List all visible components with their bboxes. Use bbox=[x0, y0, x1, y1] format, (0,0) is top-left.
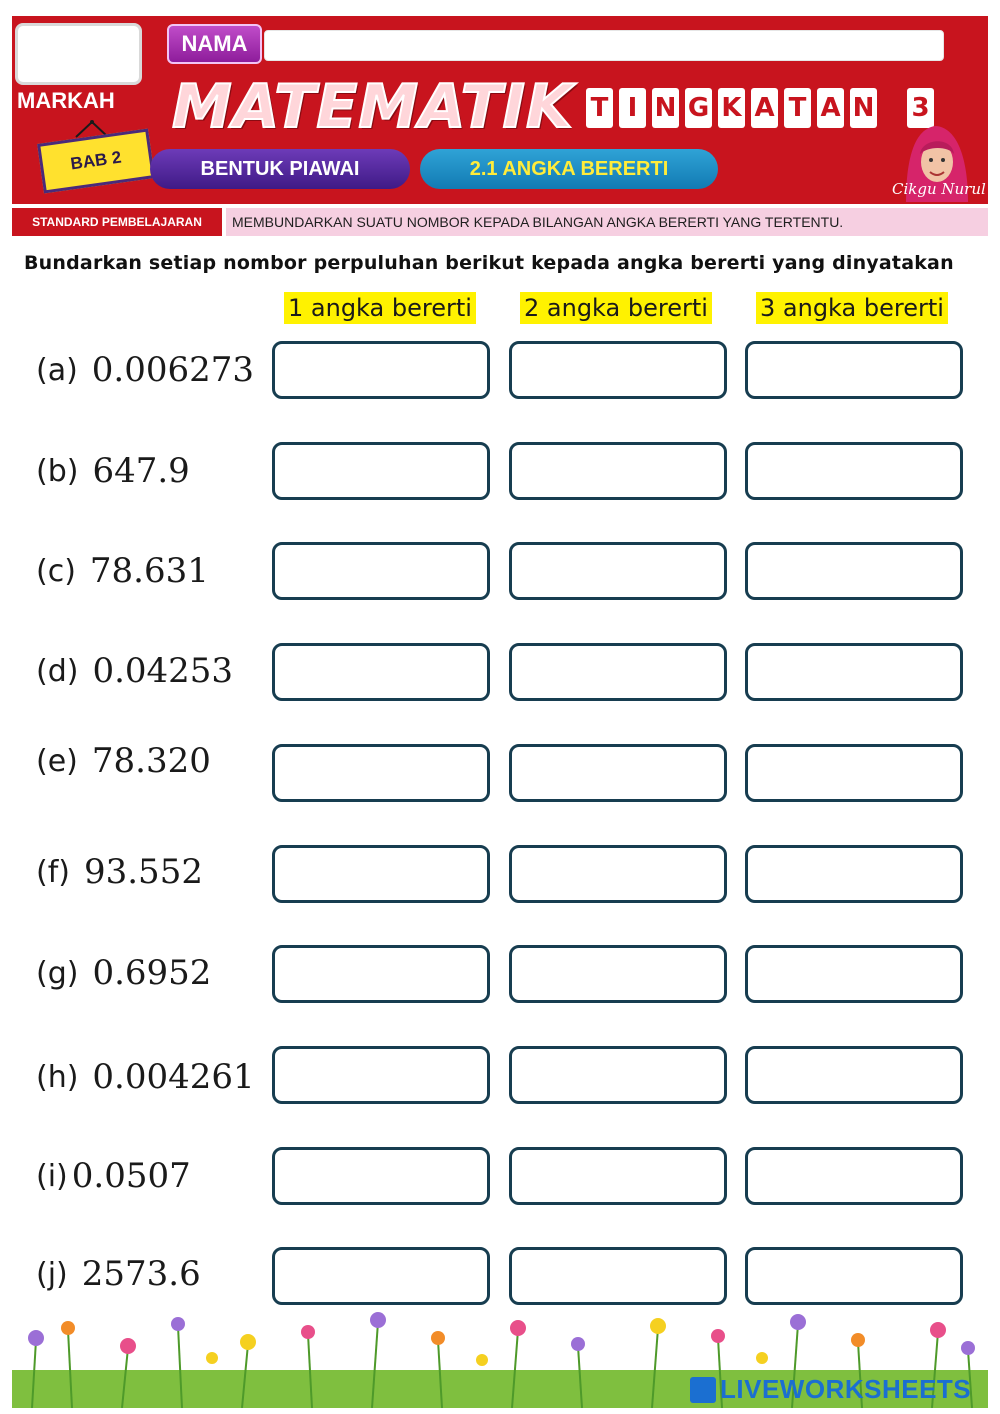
answer-e-3sf[interactable] bbox=[745, 744, 963, 802]
answer-g-2sf[interactable] bbox=[509, 945, 727, 1003]
subject-title: MATEMATIK bbox=[172, 72, 574, 142]
question-row-b bbox=[36, 447, 190, 495]
answer-j-1sf[interactable] bbox=[272, 1247, 490, 1305]
question-row-a bbox=[36, 346, 254, 394]
question-number: 0.0507 bbox=[71, 1156, 191, 1196]
question-number: 0.004261 bbox=[92, 1057, 255, 1097]
tingkatan-letter: T bbox=[586, 88, 613, 128]
question-number: 78.631 bbox=[89, 551, 209, 591]
question-letter: (f) bbox=[36, 854, 70, 890]
answer-g-3sf[interactable] bbox=[745, 945, 963, 1003]
answer-c-3sf[interactable] bbox=[745, 542, 963, 600]
question-number: 0.04253 bbox=[92, 651, 234, 691]
answer-c-1sf[interactable] bbox=[272, 542, 490, 600]
answer-a-2sf[interactable] bbox=[509, 341, 727, 399]
answer-b-3sf[interactable] bbox=[745, 442, 963, 500]
answer-i-1sf[interactable] bbox=[272, 1147, 490, 1205]
tingkatan-letter: T bbox=[784, 88, 811, 128]
question-letter: (a) bbox=[36, 352, 78, 388]
answer-f-1sf[interactable] bbox=[272, 845, 490, 903]
question-number: 647.9 bbox=[92, 451, 190, 491]
answer-c-2sf[interactable] bbox=[509, 542, 727, 600]
column-header-1: 1 angka bererti bbox=[284, 292, 476, 324]
answer-f-2sf[interactable] bbox=[509, 845, 727, 903]
column-header-3: 3 angka bererti bbox=[756, 292, 948, 324]
answer-f-3sf[interactable] bbox=[745, 845, 963, 903]
answer-a-1sf[interactable] bbox=[272, 341, 490, 399]
question-letter: (c) bbox=[36, 553, 76, 589]
answer-e-2sf[interactable] bbox=[509, 744, 727, 802]
tingkatan-letter: N bbox=[652, 88, 679, 128]
question-number: 0.006273 bbox=[91, 350, 255, 390]
standard-label: STANDARD PEMBELAJARAN bbox=[12, 208, 222, 236]
question-letter: (g) bbox=[36, 955, 79, 991]
nama-label: NAMA bbox=[167, 24, 262, 64]
answer-b-2sf[interactable] bbox=[509, 442, 727, 500]
answer-j-3sf[interactable] bbox=[745, 1247, 963, 1305]
question-number: 0.6952 bbox=[92, 953, 212, 993]
answer-d-3sf[interactable] bbox=[745, 643, 963, 701]
column-header-2: 2 angka bererti bbox=[520, 292, 712, 324]
question-letter: (j) bbox=[36, 1256, 68, 1292]
question-number: 78.320 bbox=[91, 741, 211, 781]
subtopic-pill: 2.1 ANGKA BERERTI bbox=[420, 149, 718, 189]
question-row-g bbox=[36, 949, 211, 997]
topic-pill: BENTUK PIAWAI bbox=[150, 149, 410, 189]
markah-label: MARKAH bbox=[17, 88, 115, 113]
nama-input[interactable] bbox=[264, 30, 944, 61]
tingkatan-letter: A bbox=[817, 88, 844, 128]
answer-h-2sf[interactable] bbox=[509, 1046, 727, 1104]
instruction-text: Bundarkan setiap nombor perpuluhan berikut kepada angka bererti yang dinyatakan bbox=[24, 252, 954, 274]
tingkatan-number: 3 bbox=[907, 88, 934, 128]
signature: Cikgu Nurul bbox=[892, 180, 986, 198]
standard-text: MEMBUNDARKAN SUATU NOMBOR KEPADA BILANGAN ANGKA BERERTI YANG TERTENTU. bbox=[226, 208, 988, 236]
markah-score-box bbox=[15, 23, 142, 85]
question-number: 2573.6 bbox=[81, 1254, 201, 1294]
tingkatan-letter: A bbox=[751, 88, 778, 128]
tingkatan-title bbox=[586, 88, 934, 128]
liveworksheets-logo bbox=[690, 1374, 971, 1405]
question-row-f bbox=[36, 848, 203, 896]
question-row-j bbox=[36, 1250, 201, 1298]
answer-h-1sf[interactable] bbox=[272, 1046, 490, 1104]
answer-e-1sf[interactable] bbox=[272, 744, 490, 802]
question-number: 93.552 bbox=[83, 852, 203, 892]
answer-b-1sf[interactable] bbox=[272, 442, 490, 500]
answer-i-3sf[interactable] bbox=[745, 1147, 963, 1205]
question-row-h bbox=[36, 1053, 255, 1101]
answer-h-3sf[interactable] bbox=[745, 1046, 963, 1104]
answer-a-3sf[interactable] bbox=[745, 341, 963, 399]
worksheet-header bbox=[12, 16, 988, 204]
liveworksheets-logo-icon bbox=[690, 1377, 716, 1403]
tingkatan-letter: G bbox=[685, 88, 712, 128]
bab-tag: BAB 2 bbox=[37, 128, 155, 193]
question-row-i bbox=[36, 1152, 191, 1200]
question-letter: (b) bbox=[36, 453, 79, 489]
tingkatan-letter: I bbox=[619, 88, 646, 128]
question-letter: (i) bbox=[36, 1158, 68, 1194]
question-row-d bbox=[36, 647, 233, 695]
question-letter: (h) bbox=[36, 1059, 79, 1095]
answer-j-2sf[interactable] bbox=[509, 1247, 727, 1305]
brand-text: LIVEWORKSHEETS bbox=[720, 1374, 972, 1404]
answer-g-1sf[interactable] bbox=[272, 945, 490, 1003]
answer-d-1sf[interactable] bbox=[272, 643, 490, 701]
question-letter: (d) bbox=[36, 653, 79, 689]
question-row-e bbox=[36, 737, 211, 785]
question-row-c bbox=[36, 547, 209, 595]
answer-d-2sf[interactable] bbox=[509, 643, 727, 701]
answer-i-2sf[interactable] bbox=[509, 1147, 727, 1205]
question-letter: (e) bbox=[36, 743, 78, 779]
tingkatan-letter: K bbox=[718, 88, 745, 128]
tingkatan-letter: N bbox=[850, 88, 877, 128]
